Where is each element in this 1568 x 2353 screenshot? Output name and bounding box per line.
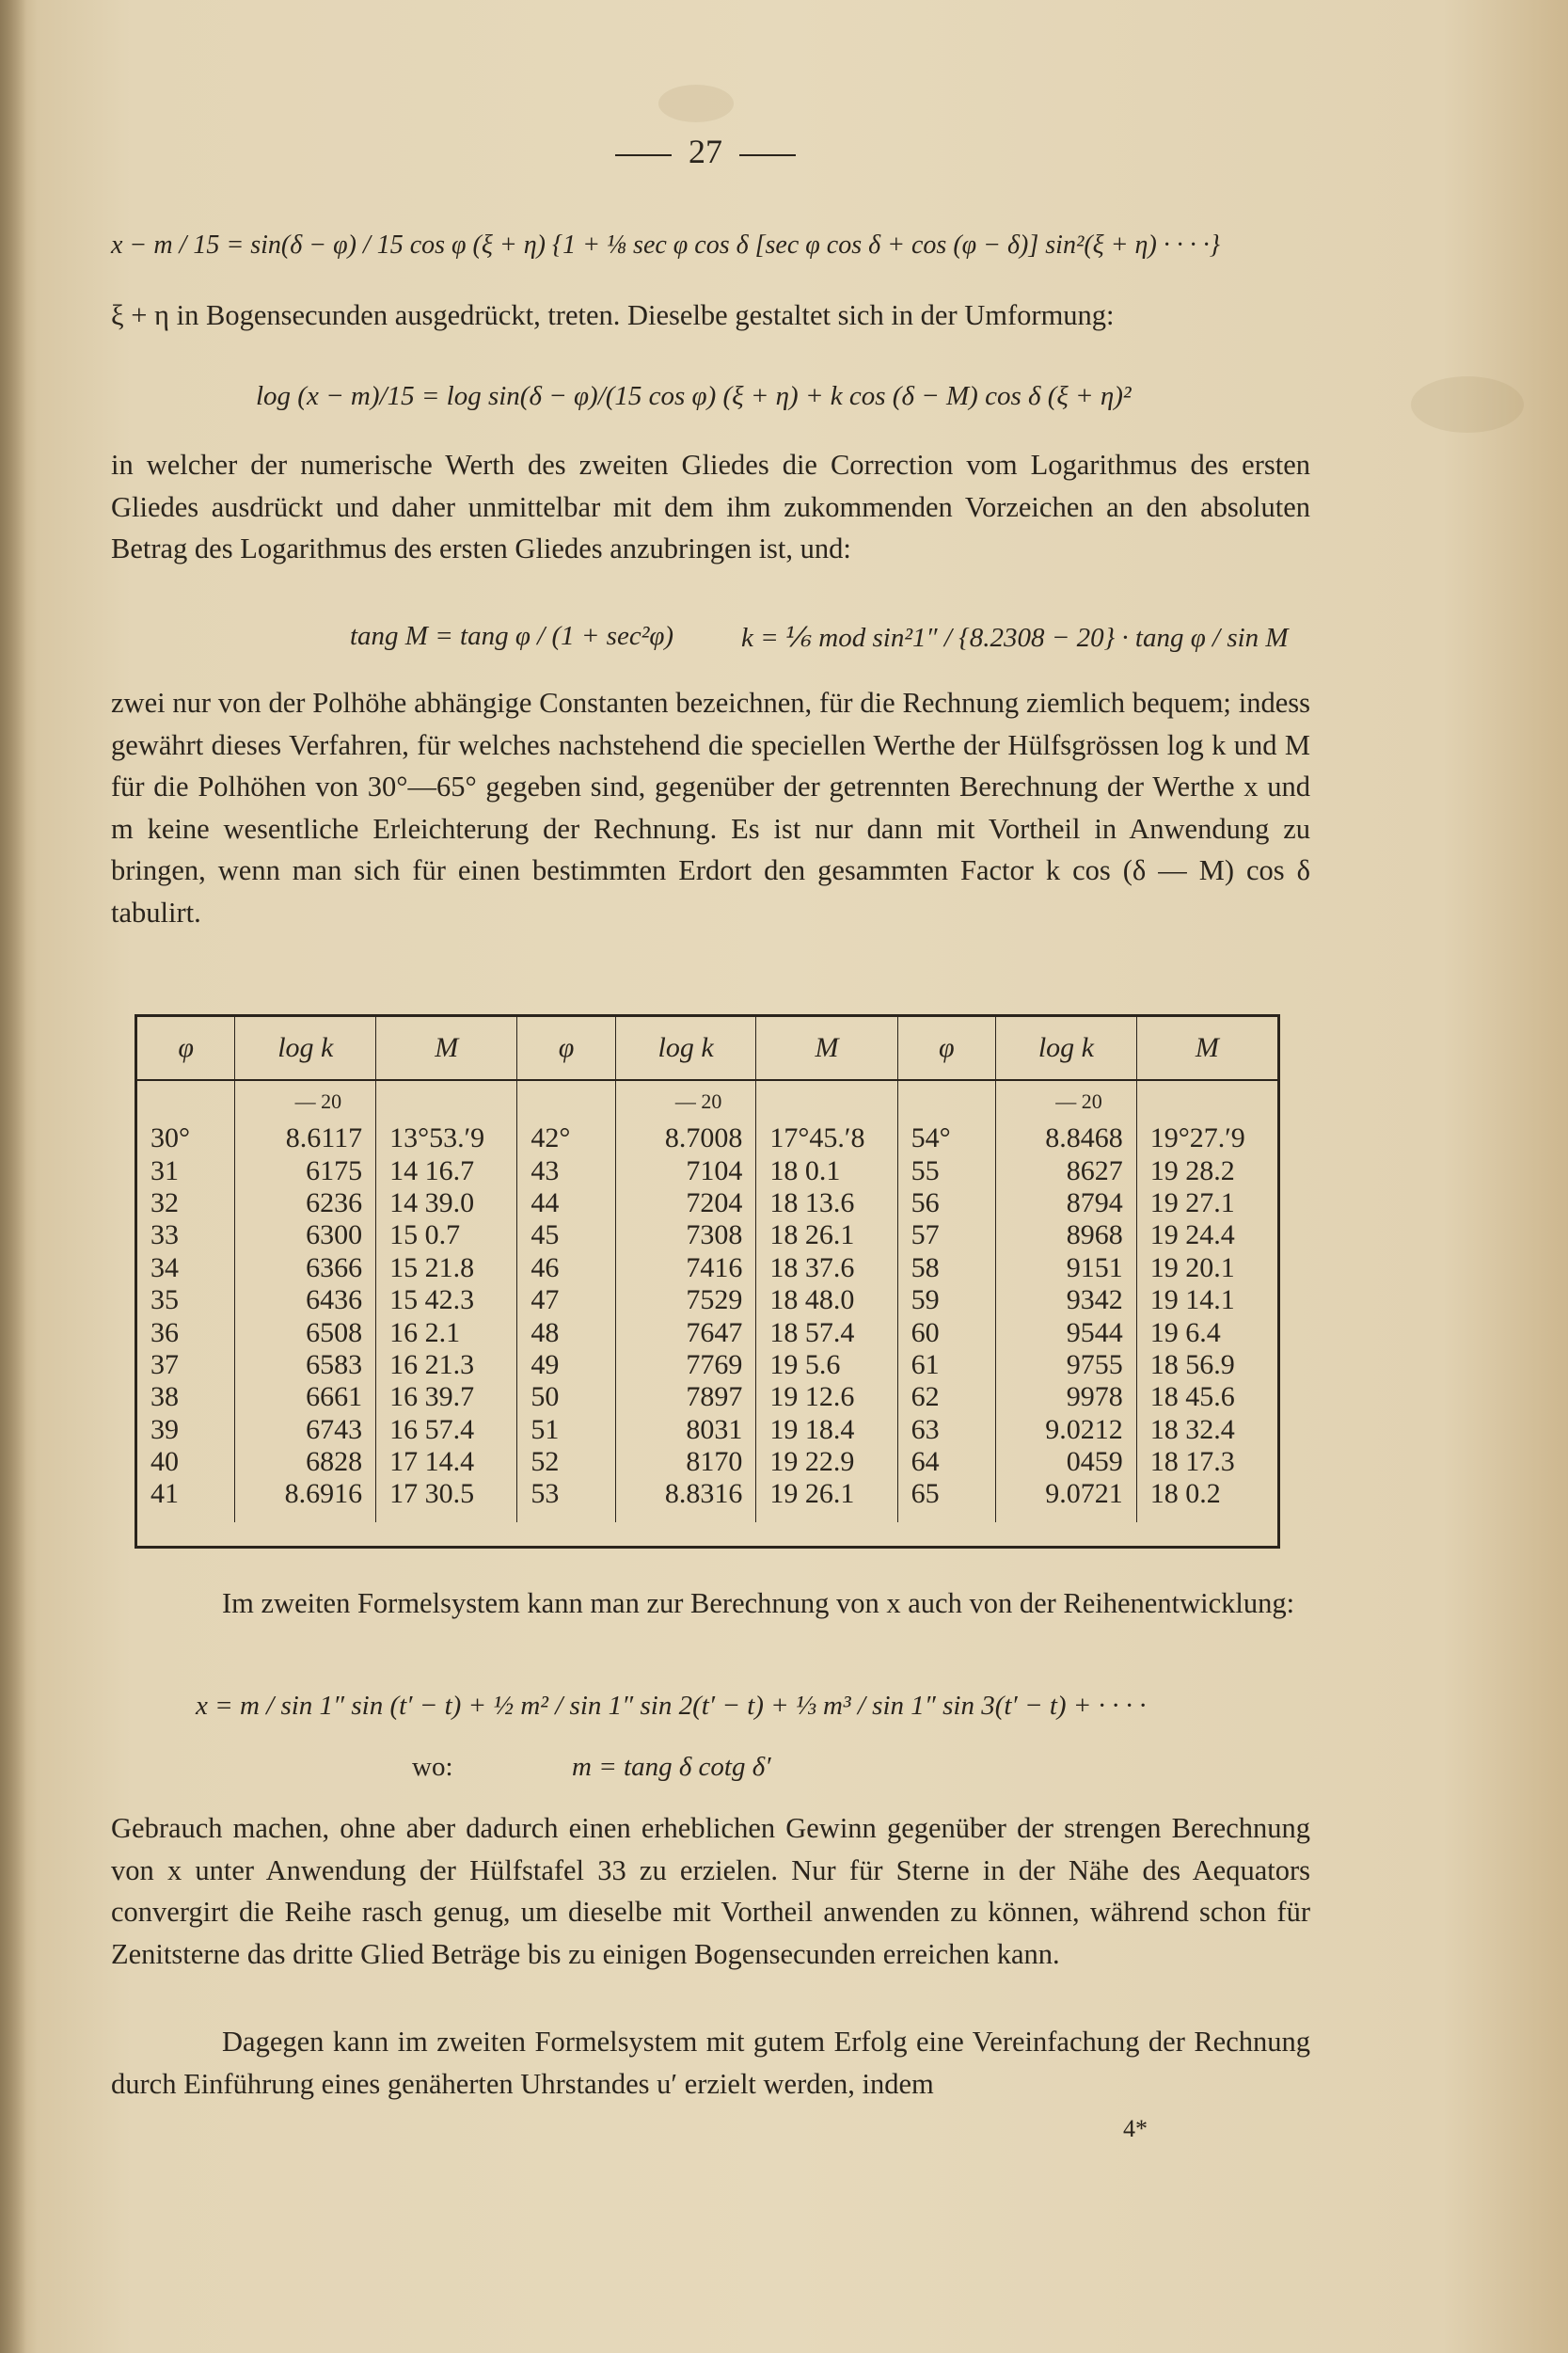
cell-logk: 7308 [615, 1219, 756, 1251]
page-number: 27 [583, 132, 828, 171]
cell-logk: 8.6117 [235, 1122, 376, 1154]
log-k-m-table [135, 1014, 1280, 1549]
cell-logk: 8968 [996, 1219, 1137, 1251]
cell-phi: 45 [517, 1219, 615, 1251]
cell-m: 18 48.0 [756, 1284, 897, 1316]
cell-logk: 9151 [996, 1252, 1137, 1284]
cell-m: 18 32.4 [1149, 1413, 1235, 1445]
table-row [137, 1154, 1277, 1186]
cell-m: 18 45.6 [1149, 1381, 1235, 1413]
logk-offset-3: — 20 [996, 1080, 1137, 1122]
cell-phi: 56 [897, 1187, 995, 1219]
cell-m: 16 21.3 [376, 1349, 517, 1381]
table-grid [137, 1017, 1277, 1522]
table-row [137, 1478, 1277, 1521]
cell-phi: 63 [897, 1414, 995, 1446]
table-row [137, 1187, 1277, 1219]
paragraph-second-system: Im zweiten Formelsystem kann man zur Berechnung von x auch von der Reihenentwicklung: [222, 1587, 1295, 1619]
cell-logk: 8.8316 [615, 1478, 756, 1521]
cell-m: 19°27.′9 [1149, 1122, 1245, 1154]
cell-logk: 7416 [615, 1252, 756, 1284]
table-row [137, 1252, 1277, 1284]
cell-m: 18 26.1 [756, 1219, 897, 1251]
cell-logk: 7204 [615, 1187, 756, 1219]
table-row [137, 1446, 1277, 1478]
cell-phi: 60 [897, 1316, 995, 1348]
cell-logk: 8.8468 [996, 1122, 1137, 1154]
cell-m: 18 17.3 [1149, 1446, 1235, 1478]
cell-phi: 52 [517, 1446, 615, 1478]
cell-phi: 48 [517, 1316, 615, 1348]
col-phi-1: φ [137, 1017, 235, 1080]
paragraph-constants: zwei nur von der Polhöhe abhängige Constanten bezeichnen, für die Rechnung ziemlich bequem; indess gewährt dieses Verfahren, für welches nachstehend die speciellen Werthe der Hülfsgrössen log k und M für die Polhöhen von 30°—65° gegeben sind, gegenüber der getrennten Berechnung der Werthe x und m keine wesentliche Erleichterung der Rechnung. Es ist nur dann mit Vortheil in Anwendung zu bringen, wenn man sich für einen bestimmten Erdort den gesammten Factor k cos (δ — M) cos δ tabulirt. [111, 687, 1310, 929]
formula-wo-label: wo: [412, 1752, 453, 1782]
cell-logk: 9.0721 [996, 1478, 1137, 1521]
cell-phi: 59 [897, 1284, 995, 1316]
cell-logk: 8170 [615, 1446, 756, 1478]
page-edge-shadow [0, 0, 26, 2353]
cell-phi: 43 [517, 1154, 615, 1186]
cell-phi: 44 [517, 1187, 615, 1219]
cell-logk: 6366 [235, 1252, 376, 1284]
cell-logk: 6236 [235, 1187, 376, 1219]
cell-logk: 8.6916 [235, 1478, 376, 1521]
cell-logk: 7897 [615, 1381, 756, 1413]
cell-m: 17 14.4 [376, 1446, 517, 1478]
formula-m-definition: m = tang δ cotg δ′ [572, 1752, 771, 1782]
formula-tang-m: tang M = tang φ / (1 + sec²φ) [350, 621, 674, 651]
cell-logk: 8627 [996, 1154, 1137, 1186]
cell-logk: 7769 [615, 1349, 756, 1381]
signature-mark: 4* [1123, 2115, 1148, 2142]
table-header-row [137, 1017, 1277, 1080]
cell-logk: 8.7008 [615, 1122, 756, 1154]
cell-m: 19 22.9 [756, 1446, 897, 1478]
cell-phi: 61 [897, 1349, 995, 1381]
paper-stain [1411, 376, 1524, 433]
cell-phi: 31 [137, 1154, 235, 1186]
cell-logk: 6828 [235, 1446, 376, 1478]
cell-phi: 64 [897, 1446, 995, 1478]
cell-logk: 6743 [235, 1414, 376, 1446]
col-m-1: M [376, 1017, 517, 1080]
table-row [137, 1219, 1277, 1251]
cell-m: 19 27.1 [1149, 1186, 1235, 1218]
logk-offset-1: — 20 [235, 1080, 376, 1122]
cell-logk: 9755 [996, 1349, 1137, 1381]
cell-phi: 39 [137, 1414, 235, 1446]
col-logk-1: log k [235, 1017, 376, 1080]
cell-m: 18 0.1 [756, 1154, 897, 1186]
cell-phi: 34 [137, 1252, 235, 1284]
cell-m: 13°53.′9 [376, 1122, 517, 1154]
cell-m: 19 28.2 [1149, 1154, 1235, 1186]
cell-m: 18 37.6 [756, 1252, 897, 1284]
cell-m: 15 21.8 [376, 1252, 517, 1284]
paper-stain [658, 85, 734, 122]
cell-m: 16 39.7 [376, 1381, 517, 1413]
cell-m: 19 6.4 [1149, 1316, 1221, 1348]
cell-m: 17°45.′8 [756, 1122, 897, 1154]
cell-phi: 54° [897, 1122, 995, 1154]
cell-logk: 9.0212 [996, 1414, 1137, 1446]
cell-logk: 7104 [615, 1154, 756, 1186]
table-row [137, 1349, 1277, 1381]
cell-m: 18 13.6 [756, 1187, 897, 1219]
paragraph-umformung: ξ + η in Bogensecunden ausgedrückt, treten. Dieselbe gestaltet sich in der Umformung: [111, 299, 1115, 331]
col-m-2: M [756, 1017, 897, 1080]
cell-phi: 40 [137, 1446, 235, 1478]
cell-m: 19 14.1 [1149, 1284, 1235, 1316]
formula-series-expansion: x − m / 15 = sin(δ − φ) / 15 cos φ (ξ + η) {1 + ⅛ sec φ cos δ [sec φ cos δ + cos (φ − δ)] sin²(ξ + η) · · · ·} [111, 231, 1220, 260]
formula-log-umformung: log (x − m)/15 = log sin(δ − φ)/(15 cos φ) (ξ + η) + k cos (δ − M) cos δ (ξ + η)² [256, 381, 1132, 411]
table-row [137, 1414, 1277, 1446]
cell-phi: 38 [137, 1381, 235, 1413]
table-row [137, 1284, 1277, 1316]
cell-m: 19 18.4 [756, 1414, 897, 1446]
cell-phi: 35 [137, 1284, 235, 1316]
cell-phi: 37 [137, 1349, 235, 1381]
table-subheader-row [137, 1080, 1277, 1122]
cell-m: 18 56.9 [1149, 1348, 1235, 1380]
cell-logk: 6436 [235, 1284, 376, 1316]
cell-m: 14 39.0 [376, 1187, 517, 1219]
table-row [137, 1381, 1277, 1413]
cell-m: 18 57.4 [756, 1316, 897, 1348]
logk-offset-2: — 20 [615, 1080, 756, 1122]
cell-logk: 8794 [996, 1187, 1137, 1219]
cell-phi: 57 [897, 1219, 995, 1251]
cell-m: 18 0.2 [1149, 1478, 1221, 1510]
cell-phi: 53 [517, 1478, 615, 1521]
formula-k: k = ⅙ mod sin²1″ / {8.2308 − 20} · tang φ / sin M [741, 623, 1289, 653]
cell-logk: 9342 [996, 1284, 1137, 1316]
table-row [137, 1316, 1277, 1348]
cell-m: 17 30.5 [376, 1478, 517, 1521]
cell-m: 19 12.6 [756, 1381, 897, 1413]
col-logk-2: log k [615, 1017, 756, 1080]
col-logk-3: log k [996, 1017, 1137, 1080]
cell-phi: 62 [897, 1381, 995, 1413]
cell-logk: 9544 [996, 1316, 1137, 1348]
cell-logk: 8031 [615, 1414, 756, 1446]
cell-m: 15 42.3 [376, 1284, 517, 1316]
formula-x-series: x = m / sin 1″ sin (t′ − t) + ½ m² / sin 1″ sin 2(t′ − t) + ⅓ m³ / sin 1″ sin 3(t′ − t) + · · · · [196, 1691, 1147, 1721]
cell-logk: 6583 [235, 1349, 376, 1381]
cell-phi: 32 [137, 1187, 235, 1219]
cell-logk: 6508 [235, 1316, 376, 1348]
cell-logk: 7647 [615, 1316, 756, 1348]
cell-logk: 0459 [996, 1446, 1137, 1478]
cell-phi: 46 [517, 1252, 615, 1284]
cell-phi: 50 [517, 1381, 615, 1413]
cell-phi: 42° [517, 1122, 615, 1154]
cell-phi: 33 [137, 1219, 235, 1251]
cell-m: 19 26.1 [756, 1478, 897, 1521]
cell-phi: 47 [517, 1284, 615, 1316]
cell-m: 19 5.6 [756, 1349, 897, 1381]
cell-m: 19 24.4 [1149, 1219, 1235, 1251]
cell-logk: 7529 [615, 1284, 756, 1316]
cell-m: 16 2.1 [376, 1316, 517, 1348]
cell-phi: 58 [897, 1252, 995, 1284]
col-m-3: M [1136, 1017, 1277, 1080]
cell-phi: 30° [137, 1122, 235, 1154]
cell-m: 16 57.4 [376, 1414, 517, 1446]
cell-phi: 51 [517, 1414, 615, 1446]
paragraph-dagegen: Dagegen kann im zweiten Formelsystem mit gutem Erfolg eine Vereinfachung der Rechnung durch Einführung eines genäherten Uhrstandes u′ erzielt werden, indem [111, 2026, 1310, 2100]
cell-logk: 6661 [235, 1381, 376, 1413]
col-phi-3: φ [897, 1017, 995, 1080]
paragraph-gebrauch: Gebrauch machen, ohne aber dadurch einen erheblichen Gewinn gegenüber der strengen Berechnung von x unter Anwendung der Hülfstafel 33 zu erzielen. Nur für Sterne in der Nähe des Aequators convergirt die Reihe rasch genug, um dieselbe mit Vortheil anwenden zu können, während schon für Zenitsterne das dritte Glied Beträge bis zu einigen Bogensecunden erreichen kann. [111, 1812, 1310, 1970]
cell-logk: 6300 [235, 1219, 376, 1251]
cell-phi: 41 [137, 1478, 235, 1521]
cell-m: 14 16.7 [376, 1154, 517, 1186]
cell-phi: 36 [137, 1316, 235, 1348]
col-phi-2: φ [517, 1017, 615, 1080]
cell-logk: 9978 [996, 1381, 1137, 1413]
cell-phi: 49 [517, 1349, 615, 1381]
cell-logk: 6175 [235, 1154, 376, 1186]
cell-phi: 65 [897, 1478, 995, 1521]
cell-m: 19 20.1 [1149, 1251, 1235, 1283]
table-row [137, 1122, 1277, 1154]
paragraph-correction: in welcher der numerische Werth des zweiten Gliedes die Correction vom Logarithmus des ersten Gliedes ausdrückt und daher unmittelbar mit dem ihm zukommenden Vorzeichen an den absoluten Betrag des Logarithmus des ersten Gliedes anzubringen ist, und: [111, 449, 1310, 564]
cell-m: 15 0.7 [376, 1219, 517, 1251]
cell-phi: 55 [897, 1154, 995, 1186]
